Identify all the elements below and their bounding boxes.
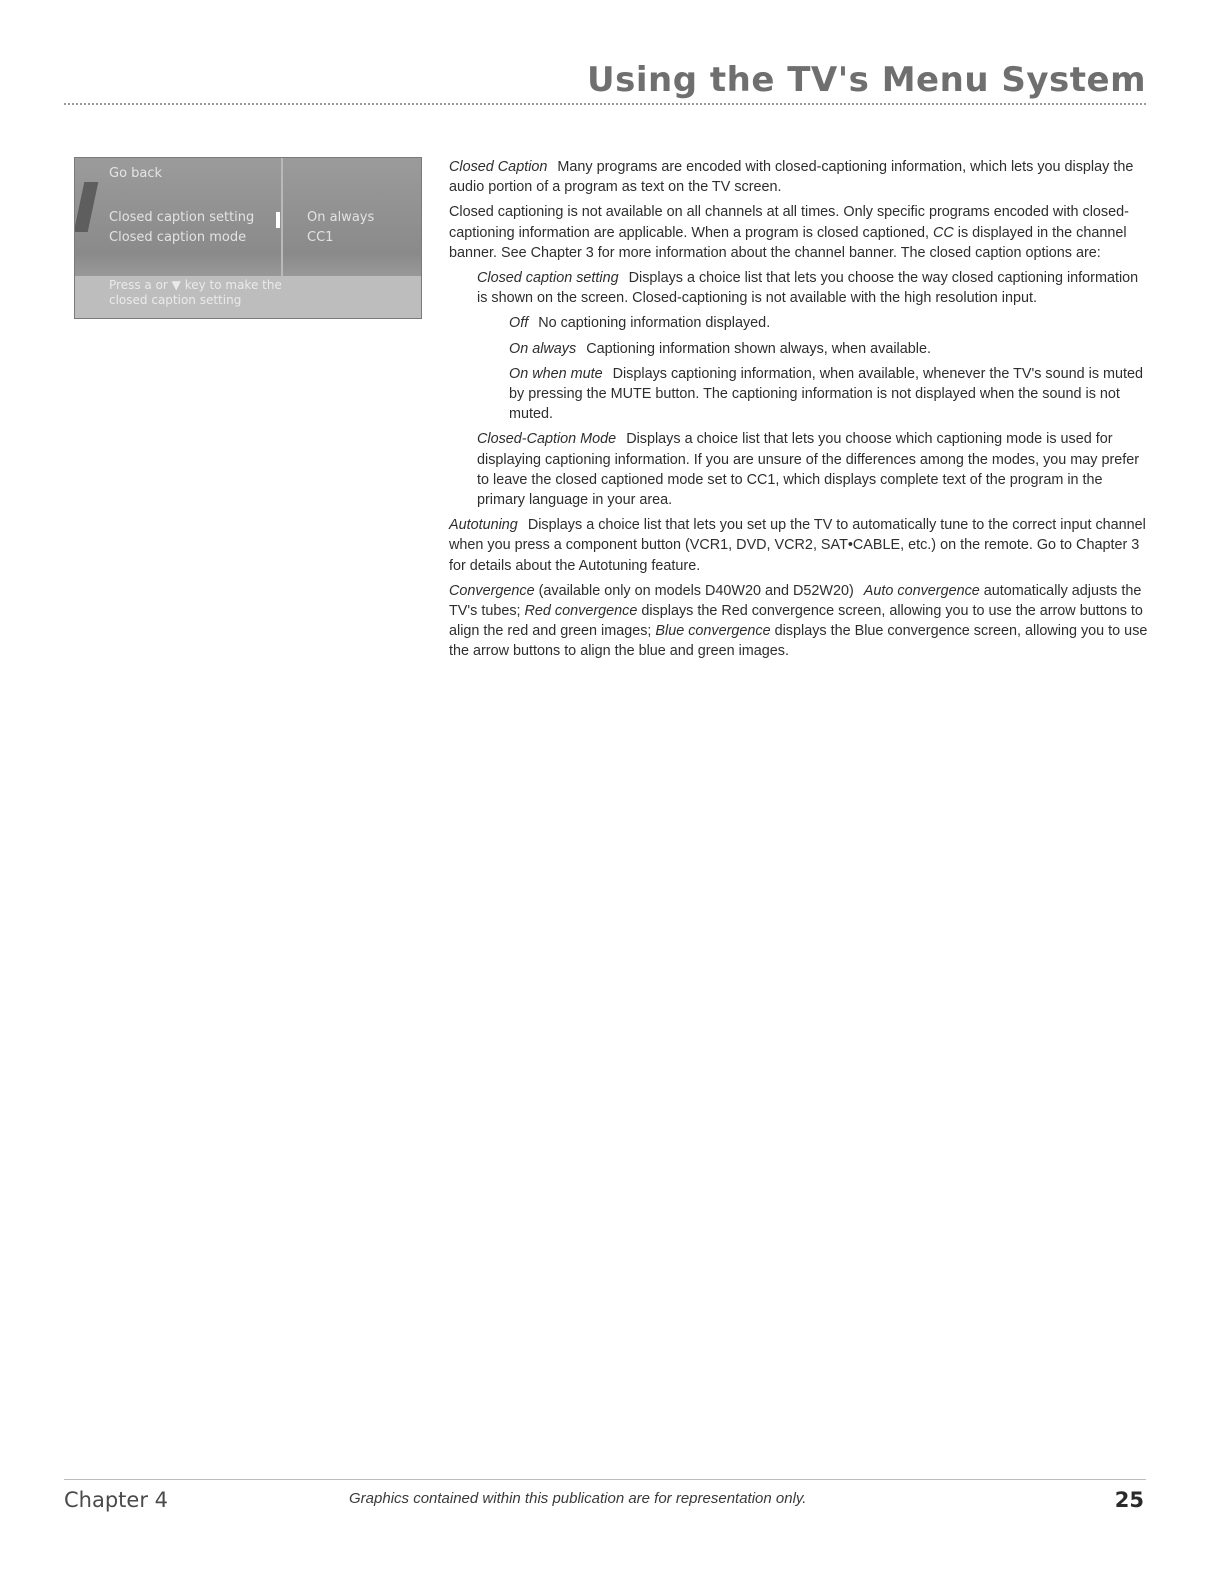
paragraph-text: Closed captioning is not available on all channels at all times. Only specific programs encoded with closed-captioning information are applicable. When a program is closed captioned, [449, 204, 1129, 241]
paragraph [509, 339, 1149, 359]
term: Blue convergence [655, 623, 771, 640]
paragraph-text: Displays captioning information, when available, whenever the TV's sound is muted by pressing the MUTE button. The captioning information is not displayed when the sound is not muted. [509, 365, 1144, 423]
page-number: 25 [1114, 1488, 1144, 1512]
term: Autotuning [449, 517, 518, 534]
menu-item-label: Closed caption setting [109, 210, 255, 225]
body-text [449, 157, 1149, 667]
paragraph-text: No captioning information displayed. [538, 315, 771, 332]
menu-hint-text: Press a or ▼ key to make the closed caption setting [109, 278, 282, 307]
term: On when mute [509, 365, 603, 382]
paragraph [449, 581, 1149, 662]
footer-note: Graphics contained within this publication are for representation only. [349, 1490, 807, 1507]
menu-column-divider [281, 158, 283, 276]
paragraph-text: Displays a choice list that lets you choose the way closed captioning information is shown on the screen. Closed-captioning is not available with the high resolution input. [477, 270, 1139, 307]
menu-screenshot [74, 157, 422, 319]
paragraph [477, 429, 1149, 510]
term: Closed Caption [449, 159, 548, 175]
page-title: Using the TV's Menu System [587, 60, 1146, 100]
menu-cursor [276, 212, 280, 228]
term: CC [932, 224, 954, 241]
paragraph [509, 313, 1149, 333]
paragraph-text: Captioning information shown always, when available. [586, 340, 931, 357]
paragraph [449, 157, 1149, 197]
term: Closed-Caption Mode [477, 431, 617, 448]
paragraph-text: Displays a choice list that lets you set up the TV to automatically tune to the correct input channel when you press a component button (VCR1, DVD, VCR2, SAT•CABLE, etc.) on the remote. Go to Chapter 3 for details about the Autotuning feature. [449, 517, 1146, 574]
paragraph [477, 268, 1149, 308]
term: Off [509, 315, 529, 332]
menu-edge-graphic [74, 182, 98, 232]
paragraph [449, 202, 1149, 263]
title-divider [64, 103, 1146, 105]
chapter-label: Chapter 4 [64, 1488, 168, 1512]
paragraph-text: Displays a choice list that lets you choose which captioning mode is used for displaying captioning information. If you are unsure of the differences among the modes, you may prefer to leave the closed captioned mode set to CC1, which displays complete text of the program in the primary language in your area. [477, 431, 1140, 509]
paragraph-text: displays the Blue convergence screen, allowing you to use the arrow buttons to align the blue and green images. [449, 623, 1148, 660]
term: Closed caption setting [477, 270, 619, 287]
menu-item-value: On always [307, 210, 375, 225]
term: Auto convergence [863, 582, 980, 599]
paragraph-text: Many programs are encoded with closed-captioning information, which lets you display the audio portion of a program as text on the TV screen. [449, 159, 1134, 196]
paragraph [449, 515, 1149, 576]
paragraph-text: automatically adjusts the TV's tubes; [449, 582, 1142, 620]
footer-divider [64, 1479, 1146, 1480]
menu-item-label: Closed caption mode [109, 230, 247, 245]
paragraph-text: (available only on models D40W20 and D52W20) [538, 582, 854, 599]
paragraph-text: displays the Red convergence screen, allowing you to use the arrow buttons to align the red and green images; [449, 603, 1143, 640]
paragraph [509, 364, 1149, 425]
term: Red convergence [524, 603, 638, 620]
term: Convergence [449, 582, 535, 599]
term: On always [509, 340, 577, 357]
menu-item-go-back: Go back [109, 166, 163, 181]
menu-item-value: CC1 [307, 230, 334, 245]
paragraph-text: is displayed in the channel banner. See Chapter 3 for more information about the channel banner. The closed caption options are: [449, 224, 1127, 261]
